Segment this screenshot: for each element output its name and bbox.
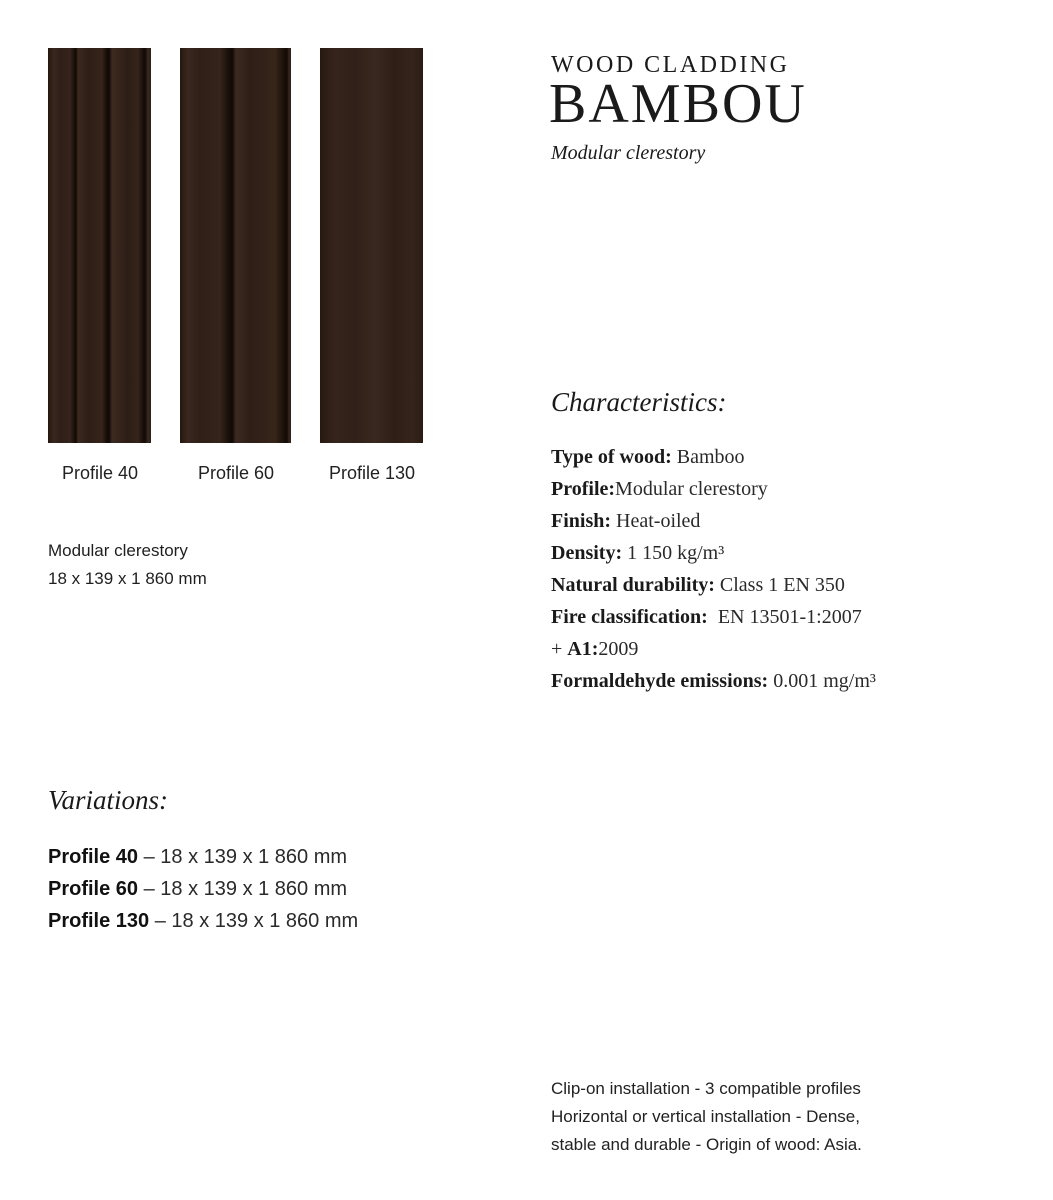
wood-panel-profile-130 — [320, 48, 423, 443]
characteristics-list — [551, 441, 1011, 697]
profile-130-label: Profile 130 — [328, 463, 416, 483]
characteristic-fire-classification-a1: + A1:2009 — [551, 638, 639, 660]
product-info — [48, 537, 207, 593]
header-subtitle: WOOD CLADDING — [551, 52, 790, 78]
characteristic-finish: Finish: Heat-oiled — [551, 510, 701, 532]
characteristic-durability: Natural durability: Class 1 EN 350 — [551, 574, 845, 596]
characteristic-density: Density: 1 150 kg/m³ — [551, 542, 725, 564]
page-title: BAMBOU — [549, 73, 807, 135]
variation-profile-40: Profile 40 – 18 x 139 x 1 860 mm — [48, 846, 348, 868]
characteristic-fire-classification: Fire classification: EN 13501-1:2007 — [551, 606, 862, 628]
characteristics-heading: Characteristics: — [551, 387, 727, 417]
characteristic-wood-type: Type of wood: Bamboo — [551, 446, 745, 468]
footer-line-1: Clip-on installation - 3 compatible profiles — [551, 1079, 861, 1098]
product-name: Modular clerestory — [48, 541, 188, 560]
wood-panel-profile-60 — [180, 48, 291, 443]
variations-heading: Variations: — [48, 785, 169, 815]
profile-40-label: Profile 40 — [61, 463, 139, 483]
wood-panel-profile-40 — [48, 48, 151, 443]
header-tagline: Modular clerestory — [551, 142, 706, 164]
variations-list — [48, 841, 358, 937]
characteristic-profile: Profile:Modular clerestory — [551, 478, 768, 500]
footer-description — [551, 1075, 911, 1159]
variation-profile-60: Profile 60 – 18 x 139 x 1 860 mm — [48, 878, 348, 900]
profile-60-label: Profile 60 — [197, 463, 275, 483]
variation-profile-130: Profile 130 – 18 x 139 x 1 860 mm — [48, 910, 359, 932]
product-dimensions: 18 x 139 x 1 860 mm — [48, 569, 207, 588]
footer-line-3: stable and durable - Origin of wood: Asia. — [551, 1135, 862, 1154]
characteristic-formaldehyde: Formaldehyde emissions: 0.001 mg/m³ — [551, 670, 876, 692]
footer-line-2: Horizontal or vertical installation - Dense, — [551, 1107, 860, 1126]
